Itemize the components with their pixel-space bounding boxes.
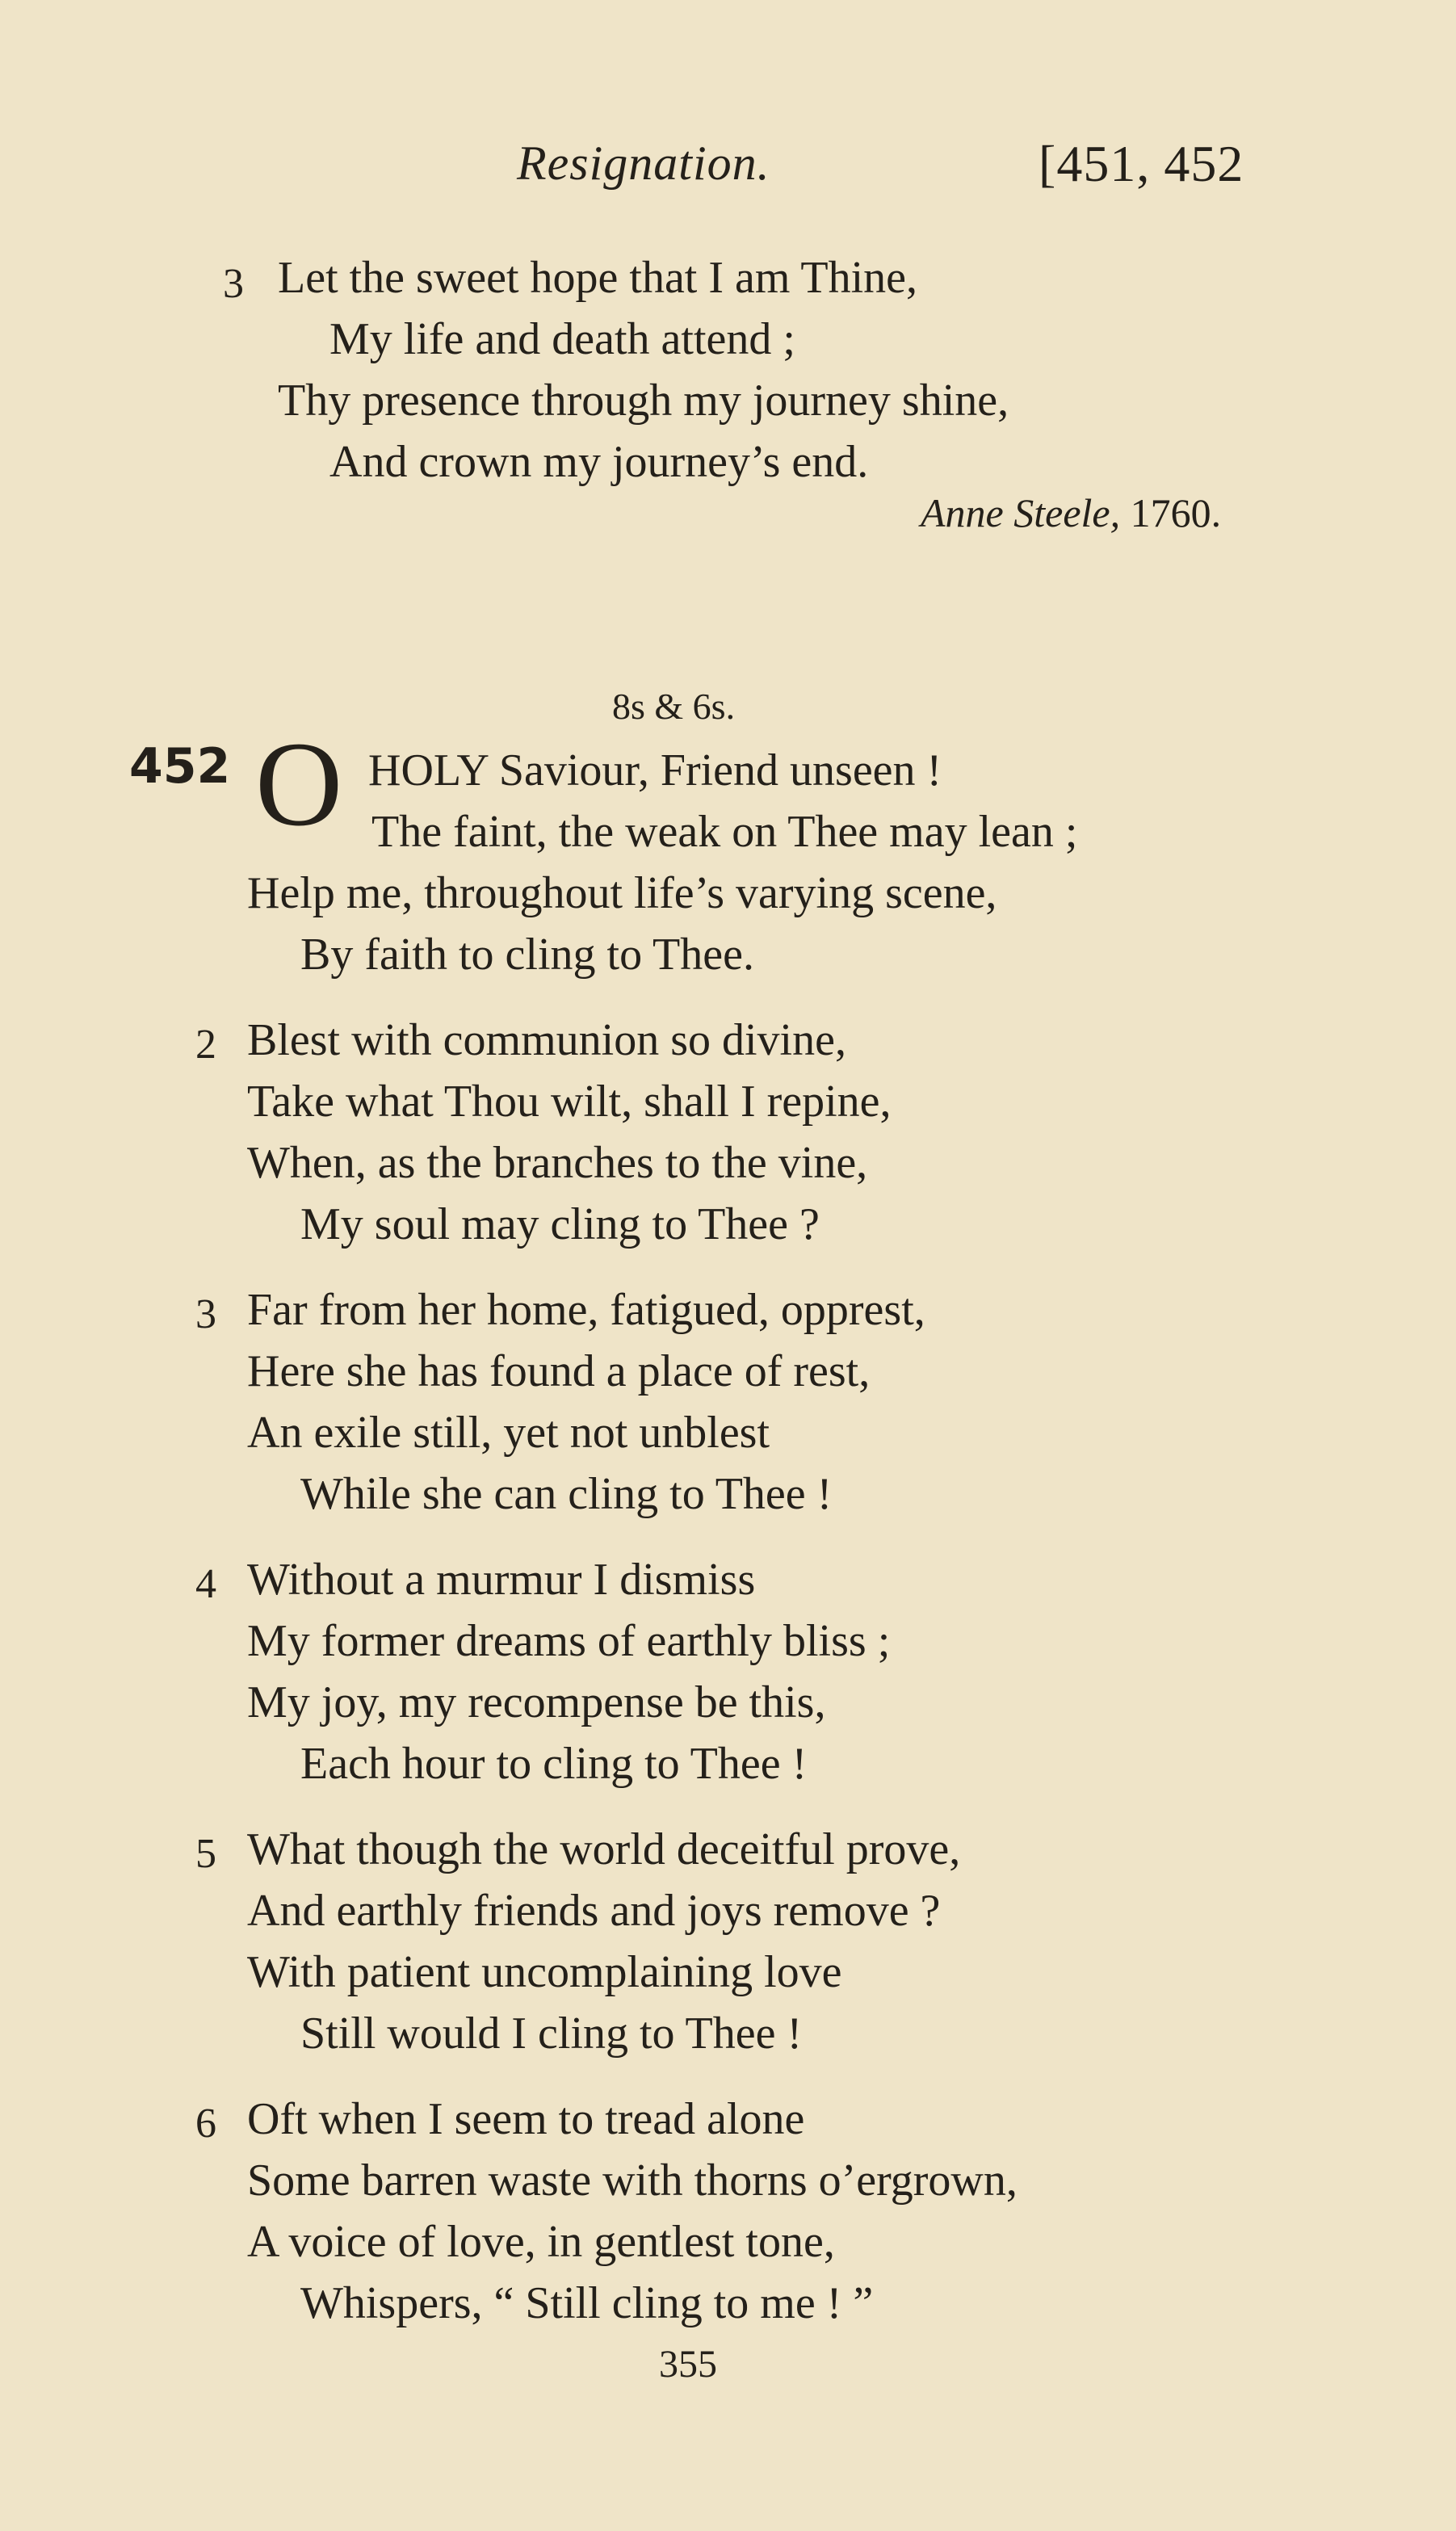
verse-line: My life and death attend ; [329, 314, 795, 364]
verse-line: My former dreams of earthly bliss ; [247, 1616, 891, 1666]
verse-number: 4 [195, 1561, 216, 1607]
verse-line: And earthly friends and joys remove ? [247, 1886, 941, 1936]
author-name: Anne Steele, [921, 490, 1121, 535]
verse-line: An exile still, yet not unblest [247, 1408, 770, 1458]
verse-line: While she can cling to Thee ! [300, 1469, 833, 1519]
verse-line: Blest with communion so divine, [247, 1015, 846, 1065]
drop-cap: O [255, 717, 343, 851]
verse-number: 3 [223, 261, 244, 307]
verse-line: Oft when I seem to tread alone [247, 2094, 805, 2144]
verse-line: Still would I cling to Thee ! [300, 2008, 803, 2059]
verse-line: My soul may cling to Thee ? [300, 1199, 820, 1249]
running-header-title: Resignation. [517, 136, 770, 190]
running-header-hymn-numbers: [451, 452 [1039, 135, 1244, 192]
verse-line: Each hour to cling to Thee ! [300, 1739, 808, 1789]
verse-line: Let the sweet hope that I am Thine, [278, 253, 918, 303]
verse-line: Far from her home, fatigued, opprest, [247, 1285, 925, 1335]
verse-number: 5 [195, 1831, 216, 1877]
page-number: 355 [659, 2343, 717, 2386]
verse-line: A voice of love, in gentlest tone, [247, 2217, 835, 2267]
verse-line: Without a murmur I dismiss [247, 1555, 756, 1605]
verse-line: And crown my journey’s end. [329, 437, 869, 487]
meter: 8s & 6s. [612, 686, 736, 727]
verse-line: My joy, my recompense be this, [247, 1677, 826, 1727]
verse-line: Take what Thou wilt, shall I repine, [247, 1077, 892, 1127]
verse-number: 3 [195, 1291, 216, 1337]
year: 1760. [1130, 490, 1222, 535]
verse-line: Whispers, “ Still cling to me ! ” [300, 2278, 874, 2328]
verse-line: With patient uncomplaining love [247, 1947, 842, 1997]
verse-line: What though the world deceitful prove, [247, 1824, 961, 1874]
verse-line: HOLY Saviour, Friend unseen ! [368, 745, 942, 795]
verse-line: Some barren waste with thorns o’ergrown, [247, 2155, 1018, 2206]
verse-number: 2 [195, 1022, 216, 1068]
verse-number: 6 [195, 2101, 216, 2147]
verse-line: Here she has found a place of rest, [247, 1346, 871, 1396]
hymn-number: 452 [129, 738, 231, 795]
verse-line: The faint, the weak on Thee may lean ; [371, 807, 1078, 857]
verse-line: Help me, throughout life’s varying scene, [247, 868, 997, 918]
verse-line: By faith to cling to Thee. [300, 930, 754, 980]
verse-line: When, as the branches to the vine, [247, 1138, 868, 1188]
verse-line: Thy presence through my journey shine, [278, 376, 1009, 426]
attribution [921, 489, 1221, 536]
